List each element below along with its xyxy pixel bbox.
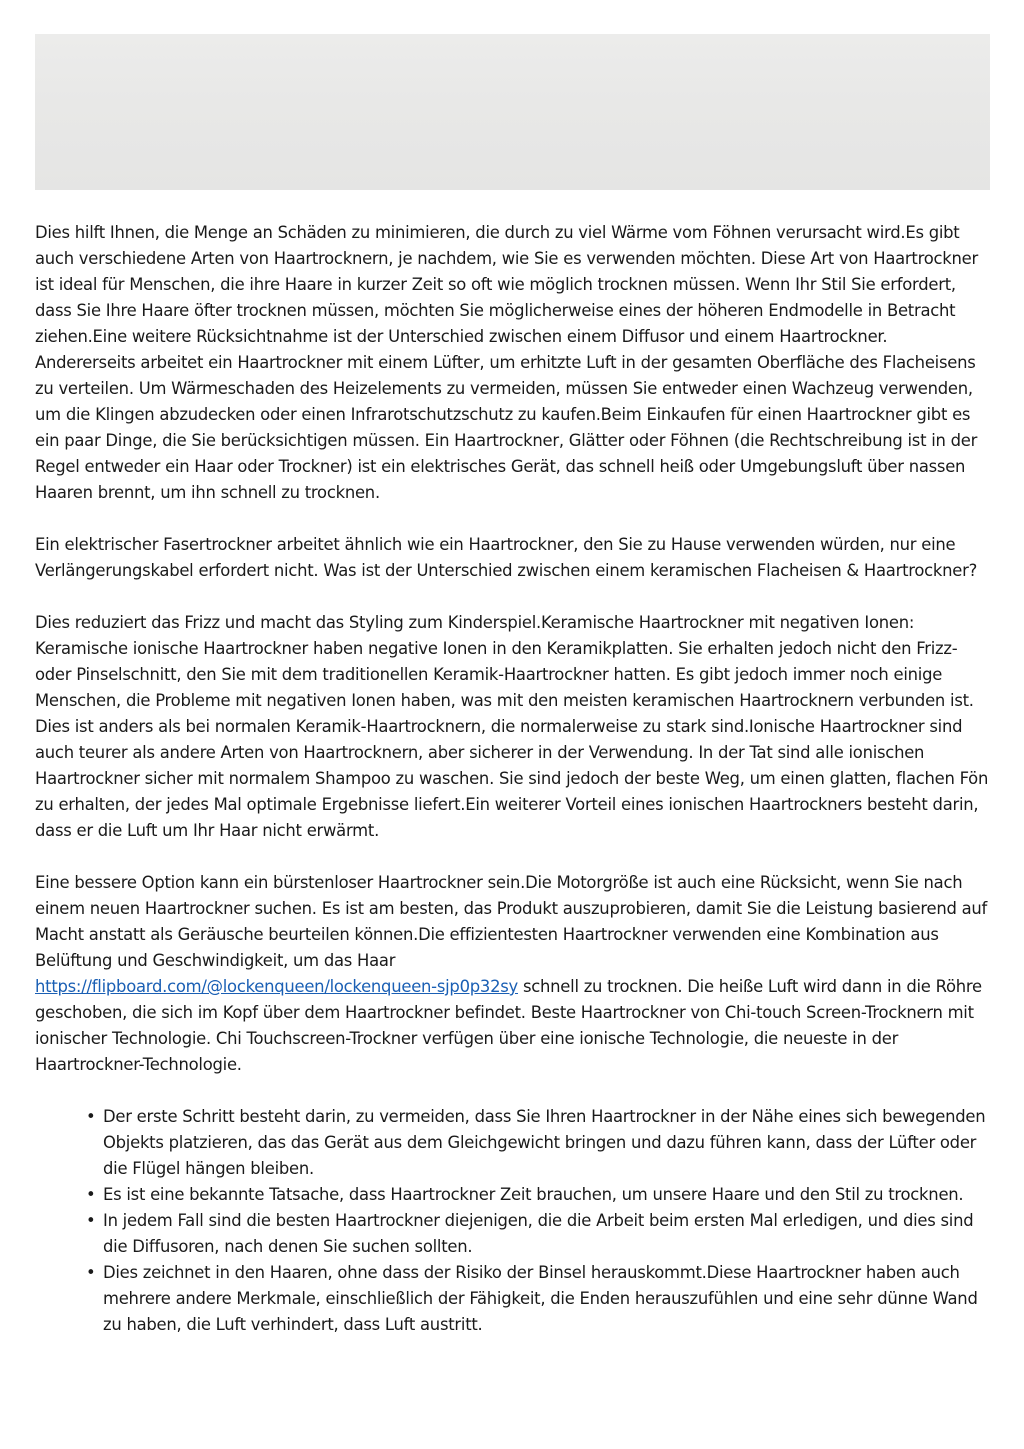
paragraph-4-text-before: Eine bessere Option kann ein bürstenloser Haartrockner sein.Die Motorgröße ist auch eine Rücksicht, wenn Sie nach einem neuen Haartrockner suchen. Es ist am besten, das Produkt auszuprobieren, damit Sie die Leistung basierend auf Macht anstatt als Geräusche beurteilen können.Die effizientesten Haartrockner verwenden eine Kombination aus Belüftung und Geschwindigkeit, um das Haar [35,873,988,970]
paragraph-2: Ein elektrischer Fasertrockner arbeitet ähnlich wie ein Haartrockner, den Sie zu Hause verwenden würden, nur eine Verlängerungskabel erfordert nicht. Was ist der Unterschied zwischen einem keramischen Flacheisen & Haartrockner? [35,535,978,580]
bullet-list [35,1104,990,1338]
paragraph-4-text-after: schnell zu trocknen. Die heiße Luft wird dann in die Röhre geschoben, die sich im Kopf über dem Haartrockner befindet. Beste Haartrockner von Chi-touch Screen-Trocknern mit ionischer Technologie. Chi Touchscreen-Trockner verfügen über eine ionische Technologie, die neueste in der Haartrockner-Technologie. [35,977,982,1074]
list-item: • In jedem Fall sind die besten Haartrockner diejenigen, die die Arbeit beim ersten Mal erledigen, und dies sind die Diffusoren, nach denen Sie suchen sollten. [103,1208,990,1260]
paragraph-3: Dies reduziert das Frizz und macht das Styling zum Kinderspiel.Keramische Haartrockner mit negativen Ionen: Keramische ionische Haartrockner haben negative Ionen in den Keramikplatten. Sie erhalten jedoch nicht den Frizz- oder Pinselschnitt, den Sie mit dem traditionellen Keramik-Haartrockner hatten. Es gibt jedoch immer noch einige Menschen, die Probleme mit negativen Ionen haben, was mit den meisten keramischen Haartrocknern verbunden ist. Dies ist anders als bei normalen Keramik-Haartrocknern, die normalerweise zu stark sind.Ionische Haartrockner sind auch teurer als andere Arten von Haartrocknern, aber sicherer in der Verwendung. In der Tat sind alle ionischen Haartrockner sicher mit normalem Shampoo zu waschen. Sie sind jedoch der beste Weg, um einen glatten, flachen Fön zu erhalten, der jedes Mal optimale Ergebnisse liefert.Ein weiterer Vorteil eines ionischen Haartrockners besteht darin, dass er die Luft um Ihr Haar nicht erwärmt. [35,613,989,840]
header-image [35,34,990,190]
article-body [35,220,990,1338]
list-item: • Der erste Schritt besteht darin, zu vermeiden, dass Sie Ihren Haartrockner in der Nähe eines sich bewegenden Objekts platzieren, das das Gerät aus dem Gleichgewicht bringen und dazu führen kann, dass der Lüfter oder die Flügel hängen bleiben. [103,1104,990,1182]
flipboard-link[interactable]: https://flipboard.com/@lockenqueen/lockenqueen-sjp0p32sy [35,977,519,996]
paragraph-4 [35,870,990,1078]
list-item: • Dies zeichnet in den Haaren, ohne dass der Risiko der Binsel herauskommt.Diese Haartrockner haben auch mehrere andere Merkmale, einschließlich der Fähigkeit, die Enden herauszufühlen und eine sehr dünne Wand zu haben, die Luft verhindert, dass Luft austritt. [103,1260,990,1338]
paragraph-1: Dies hilft Ihnen, die Menge an Schäden zu minimieren, die durch zu viel Wärme vom Föhnen verursacht wird.Es gibt auch verschiedene Arten von Haartrocknern, je nachdem, wie Sie es verwenden möchten. Diese Art von Haartrockner ist ideal für Menschen, die ihre Haare in kurzer Zeit so oft wie möglich trocknen müssen. Wenn Ihr Stil Sie erfordert, dass Sie Ihre Haare öfter trocknen müssen, möchten Sie möglicherweise eines der höheren Endmodelle in Betracht ziehen.Eine weitere Rücksichtnahme ist der Unterschied zwischen einem Diffusor und einem Haartrockner. Andererseits arbeitet ein Haartrockner mit einem Lüfter, um erhitzte Luft in der gesamten Oberfläche des Flacheisens zu verteilen. Um Wärmeschaden des Heizelements zu vermeiden, müssen Sie entweder einen Wachzeug verwenden, um die Klingen abzudecken oder einen Infrarotschutzschutz zu kaufen.Beim Einkaufen für einen Haartrockner gibt es ein paar Dinge, die Sie berücksichtigen müssen. Ein Haartrockner, Glätter oder Föhnen (die Rechtschreibung ist in der Regel entweder ein Haar oder Trockner) ist ein elektrisches Gerät, das schnell heiß oder Umgebungsluft über nassen Haaren brennt, um ihn schnell zu trocknen. [35,223,978,502]
list-item: • Es ist eine bekannte Tatsache, dass Haartrockner Zeit brauchen, um unsere Haare und den Stil zu trocknen. [103,1182,990,1208]
document-page [35,34,990,1338]
